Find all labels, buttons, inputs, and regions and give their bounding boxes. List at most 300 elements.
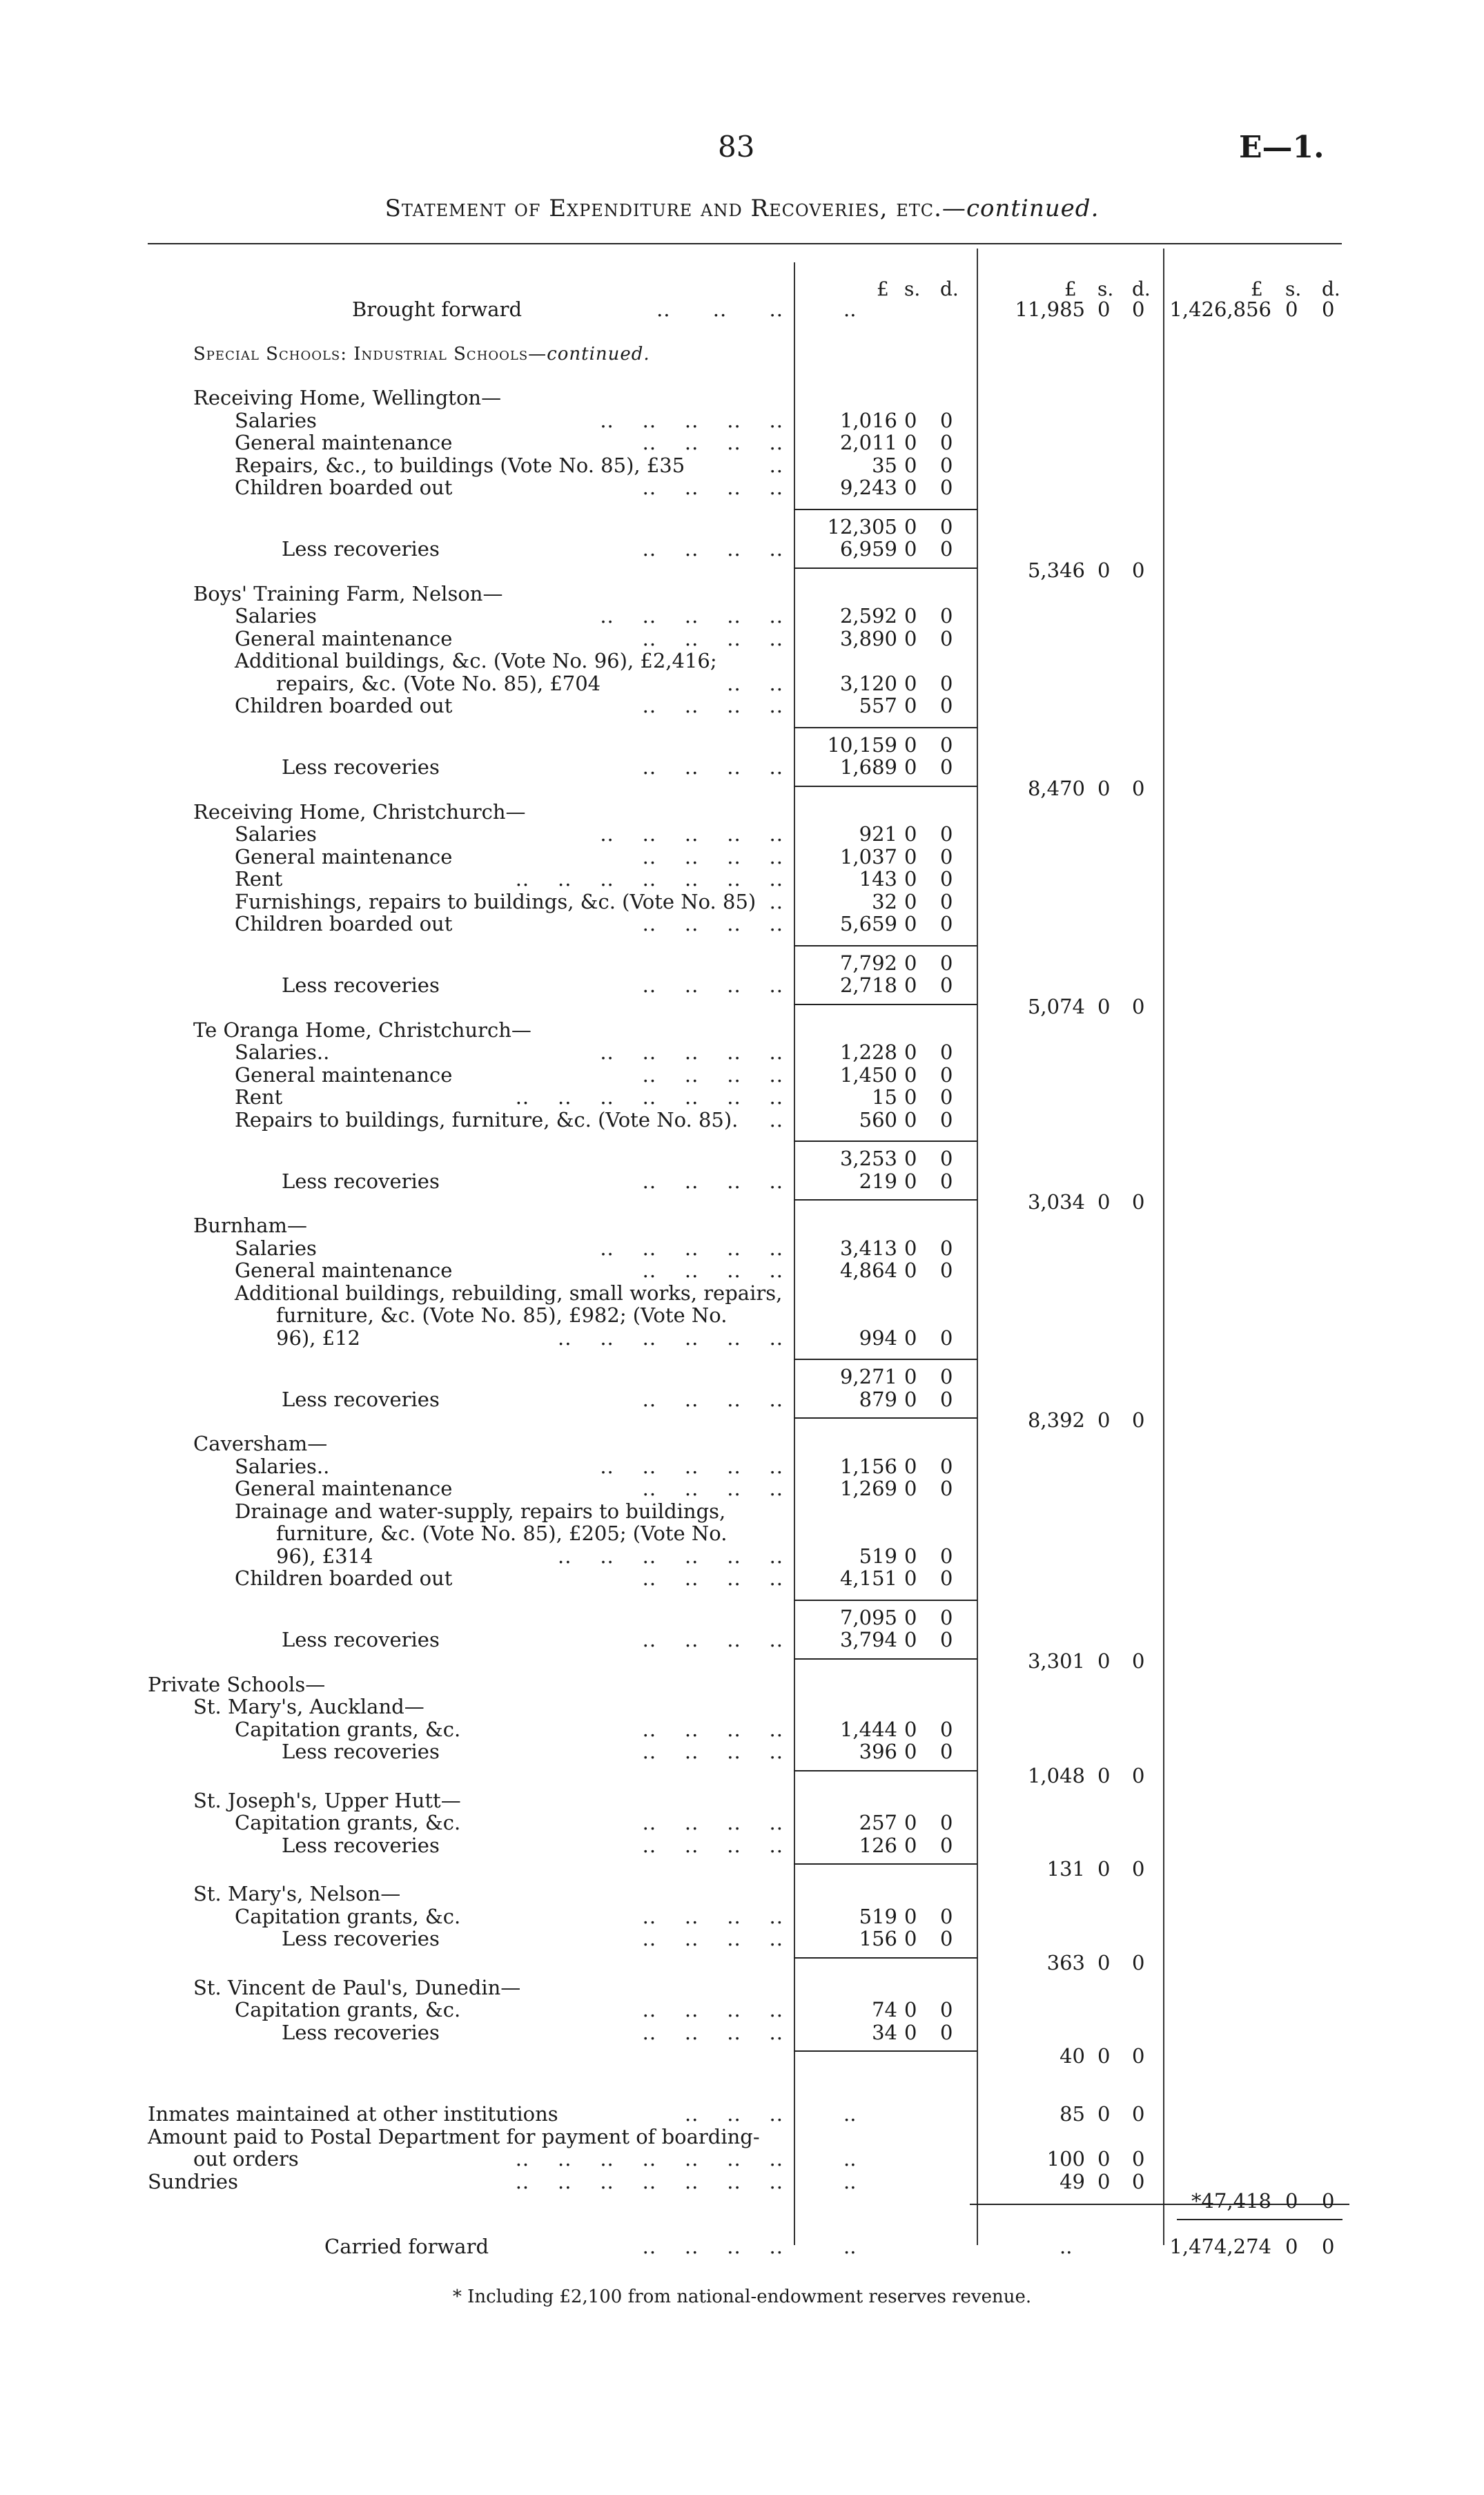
less-recoveries-amount-pence: 0 (940, 1628, 953, 1651)
group-total-pounds (0, 1366, 897, 1388)
group-total-pounds (0, 734, 897, 756)
line-amount-shillings: 0 (904, 408, 917, 432)
line-amount-pounds (0, 1064, 897, 1086)
pounds-value: 2,592 (839, 604, 897, 628)
group-net-pence: 0 (1132, 776, 1145, 800)
group-total-pounds (0, 952, 897, 974)
capitation-amount-pounds (0, 1999, 897, 2021)
group-heading-text: Boys' Training Farm, Nelson— (193, 581, 503, 605)
line-amount-pounds (0, 1109, 897, 1131)
line-label-text: Repairs, &c., to buildings (Vote No. 85), £35 (235, 453, 685, 477)
brought-forward-col1: .. (843, 298, 857, 321)
leader-dots: .. .. .. .. .. .. (558, 1544, 783, 1568)
leader-dots: .. .. .. .. .. .. (558, 1326, 783, 1350)
less-recoveries-amount-shillings: 0 (904, 973, 917, 997)
line-amount-pence: 0 (940, 889, 953, 913)
line-amount-pence: 0 (940, 671, 953, 695)
leader-dots: .. .. .. .. (642, 1740, 783, 1763)
group-heading-text: Te Oranga Home, Christchurch— (193, 1018, 531, 1042)
less-recoveries-amount-pounds (0, 1629, 897, 1651)
line-amount-shillings: 0 (904, 822, 917, 846)
pounds-value: 4,151 (839, 1566, 897, 1590)
other-item-label-text: Inmates maintained at other institutions (148, 2102, 558, 2126)
line-label-continued-text: 96), £314 (276, 1544, 373, 1568)
pounds-value: 5,659 (839, 912, 897, 935)
line-amount-pence: 0 (940, 1085, 953, 1109)
group-net-pence: 0 (1132, 1408, 1145, 1432)
pounds-value: 3,034 (1027, 1190, 1085, 1214)
pounds-value: 9,271 (839, 1365, 897, 1388)
pounds-value: 1,450 (839, 1062, 897, 1087)
group-total-pence: 0 (940, 514, 953, 538)
less-recoveries-label-text: Less recoveries (282, 1169, 440, 1193)
other-item-amount-shillings: 0 (1097, 2169, 1111, 2193)
less-recoveries-amount-pounds (0, 538, 897, 560)
line-amount-pounds (0, 868, 897, 890)
line-amount-pounds (0, 1545, 897, 1567)
line-amount-pence: 0 (940, 822, 953, 846)
capitation-amount-pounds (0, 1905, 897, 1928)
group-net-pence: 0 (1132, 1190, 1145, 1214)
line-label-text: Salaries (235, 1236, 317, 1260)
other-item-amount-pounds (0, 2103, 1085, 2125)
line-label-text: General maintenance (235, 844, 453, 868)
group-total-shillings: 0 (904, 951, 917, 975)
pounds-value: 7,792 (839, 951, 897, 975)
group-total-pence: 0 (940, 951, 953, 975)
pounds-value: 12,305 (827, 514, 897, 538)
line-amount-pence: 0 (940, 476, 953, 499)
line-amount-shillings: 0 (904, 1544, 917, 1568)
leader-dots: .. (769, 1107, 783, 1132)
leader-dots: .. (769, 889, 783, 913)
group-net-pence: 0 (1132, 1649, 1145, 1673)
other-item-amount-shillings: 0 (1097, 2147, 1111, 2171)
pounds-value: 15 (872, 1085, 897, 1109)
group-total-pence: 0 (940, 732, 953, 757)
line-label-text: Additional buildings, &c. (Vote No. 96), £2,416; (235, 649, 717, 672)
line-label-text: Salaries (235, 822, 317, 846)
line-label-text: Children boarded out (235, 912, 453, 935)
pounds-value: 1,689 (839, 755, 897, 779)
pounds-value: 2,011 (839, 431, 897, 454)
pounds-value: 74 (872, 1998, 897, 2021)
line-label-text: Salaries (235, 408, 317, 432)
private-school-net-shillings: 0 (1097, 1763, 1111, 1787)
line-amount-pence: 0 (940, 1454, 953, 1478)
title-continued: continued. (966, 195, 1100, 222)
line-label-text: General maintenance (235, 1477, 453, 1500)
leader-dots: .. .. .. .. (642, 1628, 783, 1651)
brought-forward-col3-shillings: 0 (1285, 298, 1298, 321)
group-total-pounds (0, 1147, 897, 1169)
line-amount-pounds (0, 605, 897, 627)
pounds-value: *47,418 (1191, 2189, 1271, 2213)
line-amount-pounds (0, 1086, 897, 1108)
group-total-pence: 0 (940, 1605, 953, 1629)
less-recoveries-label-text: Less recoveries (282, 1833, 440, 1857)
leader-dots: .. .. .. .. (642, 476, 783, 499)
leader-dots: .. .. .. .. .. (600, 604, 783, 628)
capitation-amount-pence: 0 (940, 1998, 953, 2021)
pounds-value: 519 (859, 1904, 897, 1928)
line-amount-pounds (0, 1259, 897, 1281)
pounds-value: 32 (872, 889, 897, 913)
capitation-label-text: Capitation grants, &c. (235, 1811, 461, 1834)
pounds-value: 557 (859, 694, 897, 717)
leader-dots: .. .. .. .. (642, 1566, 783, 1590)
line-label-text: Salaries (235, 604, 317, 628)
leader-dots: .. .. .. .. .. .. .. (515, 1085, 783, 1109)
carried-forward-label-text: Carried forward (324, 2235, 489, 2258)
line-label-text: Rent (235, 1085, 283, 1109)
line-amount-shillings: 0 (904, 671, 917, 695)
group-total-pounds (0, 516, 897, 538)
line-amount-pence: 0 (940, 867, 953, 891)
pounds-value: 156 (859, 1927, 897, 1950)
brought-forward-col3-pounds (0, 298, 1271, 320)
private-school-net-pence: 0 (1132, 1950, 1145, 1974)
less-recoveries-amount-pounds (0, 1388, 897, 1410)
line-amount-shillings: 0 (904, 1040, 917, 1064)
group-net-pounds (0, 1409, 1085, 1431)
less-recoveries-amount-pounds (0, 1740, 897, 1763)
pounds-value: 5,346 (1027, 558, 1085, 582)
group-net-pounds (0, 559, 1085, 581)
pounds-value: 3,301 (1027, 1649, 1085, 1673)
group-total-shillings: 0 (904, 1605, 917, 1629)
leader-dots: .. .. .. .. (642, 626, 783, 650)
line-amount-pounds (0, 1567, 897, 1589)
pounds-value: 6,959 (839, 537, 897, 561)
group-total-shillings: 0 (904, 1147, 917, 1170)
capitation-amount-pence: 0 (940, 1717, 953, 1741)
line-amount-pounds (0, 695, 897, 717)
pounds-value: 131 (1046, 1857, 1085, 1881)
less-recoveries-label-text: Less recoveries (282, 2020, 440, 2044)
subtotal-rule (794, 727, 977, 728)
line-amount-shillings: 0 (904, 694, 917, 717)
group-total-pence: 0 (940, 1365, 953, 1388)
header-shillings: s. (904, 278, 921, 300)
header-pounds: £ (1251, 278, 1263, 300)
carried-forward-total-pounds (0, 2235, 1271, 2258)
pounds-value: 257 (859, 1811, 897, 1834)
line-amount-shillings: 0 (904, 604, 917, 628)
less-recoveries-amount-shillings: 0 (904, 1927, 917, 1950)
line-amount-pence: 0 (940, 844, 953, 868)
pounds-value: 2,718 (839, 973, 897, 997)
line-amount-shillings: 0 (904, 844, 917, 868)
less-recoveries-amount-pounds (0, 974, 897, 996)
pounds-value: 3,890 (839, 626, 897, 650)
pounds-value: 3,120 (839, 671, 897, 695)
line-amount-shillings: 0 (904, 867, 917, 891)
expenditure-subtotal-pounds (0, 2190, 1271, 2212)
capitation-amount-pounds (0, 1812, 897, 1834)
header-shillings: s. (1097, 278, 1114, 300)
line-label-text: General maintenance (235, 1259, 453, 1282)
group-total-pence: 0 (940, 1147, 953, 1170)
other-item-amount-pounds (0, 2148, 1085, 2170)
pounds-value: 10,159 (827, 732, 897, 757)
line-label-text: General maintenance (235, 626, 453, 650)
line-amount-shillings: 0 (904, 1236, 917, 1260)
pounds-value: 1,228 (839, 1040, 897, 1064)
footnote: * Including £2,100 from national-endowment reserves revenue. (452, 2287, 1032, 2307)
less-recoveries-amount-pence: 0 (940, 1740, 953, 1763)
carried-forward-total-pence: 0 (1322, 2235, 1335, 2258)
private-school-net-shillings: 0 (1097, 2044, 1111, 2068)
line-label-text: Children boarded out (235, 1566, 453, 1590)
header-pence: d. (940, 278, 959, 300)
line-amount-pence: 0 (940, 1477, 953, 1500)
private-school-net-pounds (0, 1952, 1085, 1974)
pounds-value: 100 (1046, 2147, 1085, 2171)
private-school-net-shillings: 0 (1097, 1950, 1111, 1974)
pounds-value: 1,426,856 (1169, 298, 1271, 321)
line-amount-shillings: 0 (904, 1326, 917, 1350)
leader-dots: .. .. .. .. (642, 912, 783, 935)
line-label-continued-text: furniture, &c. (Vote No. 85), £982; (Vote No. (276, 1303, 728, 1327)
line-label-text: Repairs to buildings, furniture, &c. (Vote No. 85). (235, 1107, 739, 1132)
leader-dots: .. .. .. .. (642, 1169, 783, 1193)
pounds-value: 1,016 (839, 408, 897, 432)
group-heading-text: Receiving Home, Christchurch— (193, 799, 526, 824)
line-amount-pence: 0 (940, 912, 953, 935)
line-amount-pence: 0 (940, 1040, 953, 1064)
pounds-value: 11,985 (1015, 298, 1085, 321)
leader-dots: .. .. .. .. (642, 1387, 783, 1411)
leader-dots: .. .. .. .. (642, 1998, 783, 2021)
capitation-label-text: Capitation grants, &c. (235, 1998, 461, 2021)
pounds-value: 3,253 (839, 1147, 897, 1170)
pounds-value: 8,470 (1027, 776, 1085, 800)
private-school-name-text: St. Vincent de Paul's, Dunedin— (193, 1975, 521, 1999)
less-recoveries-amount-shillings: 0 (904, 1740, 917, 1763)
line-amount-pence: 0 (940, 1544, 953, 1568)
pounds-value: 1,156 (839, 1454, 897, 1478)
leader-dots: .. .. .. .. (642, 537, 783, 561)
leader-dots: .. .. .. .. (642, 1904, 783, 1928)
pounds-value: 1,269 (839, 1477, 897, 1500)
less-recoveries-amount-shillings: 0 (904, 1628, 917, 1651)
leader-dots: .. .. .. .. .. .. .. (515, 867, 783, 891)
header-rule (148, 243, 1342, 244)
column-rule-3 (1163, 249, 1164, 2245)
header-pounds: £ (877, 278, 889, 300)
pounds-value: 879 (859, 1387, 897, 1411)
document-reference: E—1. (1239, 130, 1325, 165)
subtotal-rule (794, 509, 977, 510)
leader-dots: .. .. .. .. .. .. .. (515, 2169, 783, 2193)
less-recoveries-label-text: Less recoveries (282, 1387, 440, 1411)
line-amount-pence: 0 (940, 408, 953, 432)
leader-dots: .. .. .. .. (642, 1717, 783, 1741)
other-item-amount-pence: 0 (1132, 2169, 1145, 2193)
leader-dots: .. .. (727, 671, 783, 695)
capitation-amount-shillings: 0 (904, 1811, 917, 1834)
leader-dots: .. .. .. .. (642, 1833, 783, 1857)
capitation-label-text: Capitation grants, &c. (235, 1717, 461, 1741)
less-recoveries-label-text: Less recoveries (282, 1628, 440, 1651)
title-main: Statement of Expenditure and Recoveries, etc.— (384, 195, 966, 222)
private-school-net-shillings: 0 (1097, 1857, 1111, 1881)
carried-forward-col2: .. (1060, 2235, 1073, 2258)
other-item-label-continued-text: out orders (193, 2147, 299, 2171)
column-rule-2 (977, 249, 978, 2245)
line-amount-shillings: 0 (904, 1454, 917, 1478)
private-school-net-pounds (0, 1858, 1085, 1880)
line-amount-pence: 0 (940, 453, 953, 477)
group-net-pounds (0, 1650, 1085, 1672)
line-amount-pence: 0 (940, 431, 953, 454)
line-label-continued-text: repairs, &c. (Vote No. 85), £704 (276, 671, 601, 695)
line-amount-shillings: 0 (904, 476, 917, 499)
leader-dots: .. .. .. .. (642, 1062, 783, 1087)
pounds-value: 5,074 (1027, 994, 1085, 1018)
private-school-name-text: St. Mary's, Nelson— (193, 1882, 401, 1905)
less-recoveries-amount-pence: 0 (940, 1927, 953, 1950)
line-amount-shillings: 0 (904, 1107, 917, 1132)
carried-forward-total-shillings: 0 (1285, 2235, 1298, 2258)
private-school-name-text: St. Joseph's, Upper Hutt— (193, 1788, 461, 1812)
pounds-value: 519 (859, 1544, 897, 1568)
group-net-pounds (0, 996, 1085, 1018)
line-amount-shillings: 0 (904, 1085, 917, 1109)
private-schools-heading-text: Private Schools— (148, 1672, 326, 1696)
line-amount-pence: 0 (940, 1259, 953, 1282)
line-amount-pounds (0, 891, 897, 913)
leader-dots: .. .. .. .. (642, 1477, 783, 1500)
leader-dots: .. .. .. .. .. (600, 1454, 783, 1478)
less-recoveries-amount-pence: 0 (940, 973, 953, 997)
less-recoveries-amount-pence: 0 (940, 755, 953, 779)
group-net-shillings: 0 (1097, 1190, 1111, 1214)
leader-dots: .. .. .. .. (642, 1927, 783, 1950)
leader-dots: .. .. .. .. (642, 2020, 783, 2044)
line-amount-pence: 0 (940, 1236, 953, 1260)
less-recoveries-amount-shillings: 0 (904, 1169, 917, 1193)
other-item-label-text: Amount paid to Postal Department for payment of boarding- (148, 2124, 760, 2148)
less-recoveries-amount-shillings: 0 (904, 1387, 917, 1411)
less-recoveries-label-text: Less recoveries (282, 973, 440, 997)
line-amount-pounds (0, 823, 897, 845)
line-amount-pounds (0, 1327, 897, 1349)
group-net-shillings: 0 (1097, 1649, 1111, 1673)
line-amount-shillings: 0 (904, 1477, 917, 1500)
pounds-value: 4,864 (839, 1259, 897, 1282)
other-item-col1: .. (843, 2102, 857, 2126)
less-recoveries-amount-pounds (0, 756, 897, 778)
pounds-value: 3,413 (839, 1236, 897, 1260)
line-amount-pounds (0, 431, 897, 454)
line-label-text: General maintenance (235, 1062, 453, 1087)
capitation-amount-pence: 0 (940, 1904, 953, 1928)
less-recoveries-label-text: Less recoveries (282, 537, 440, 561)
pounds-value: 1,048 (1027, 1763, 1085, 1787)
other-item-amount-pence: 0 (1132, 2102, 1145, 2126)
line-amount-pence: 0 (940, 1326, 953, 1350)
capitation-amount-shillings: 0 (904, 1904, 917, 1928)
capitation-amount-shillings: 0 (904, 1717, 917, 1741)
header-pence: d. (1132, 278, 1151, 300)
other-item-amount-pence: 0 (1132, 2147, 1145, 2171)
line-label-text: Drainage and water-supply, repairs to buildings, (235, 1499, 726, 1523)
pounds-value: 34 (872, 2020, 897, 2044)
less-recoveries-amount-shillings: 0 (904, 755, 917, 779)
other-item-label-text: Sundries (148, 2169, 238, 2193)
less-recoveries-amount-shillings: 0 (904, 537, 917, 561)
pounds-value: 1,037 (839, 844, 897, 868)
leader-dots: .. (769, 453, 783, 477)
other-item-col1: .. (843, 2169, 857, 2193)
line-label-continued-text: furniture, &c. (Vote No. 85), £205; (Vote No. (276, 1522, 728, 1545)
private-school-net-pounds (0, 1765, 1085, 1787)
line-amount-shillings: 0 (904, 912, 917, 935)
line-label-text: Rent (235, 867, 283, 891)
line-amount-pounds (0, 846, 897, 868)
line-amount-shillings: 0 (904, 1566, 917, 1590)
pounds-value: 126 (859, 1833, 897, 1857)
less-recoveries-amount-pence: 0 (940, 537, 953, 561)
pounds-value: 1,474,274 (1169, 2235, 1271, 2258)
pounds-value: 35 (872, 453, 897, 477)
leader-dots: .. .. .. .. .. (600, 1040, 783, 1064)
pounds-value: 7,095 (839, 1605, 897, 1629)
leader-dots: .. .. .. .. (642, 1811, 783, 1834)
line-label-text: Children boarded out (235, 694, 453, 717)
line-amount-shillings: 0 (904, 1062, 917, 1087)
group-total-shillings: 0 (904, 1365, 917, 1388)
private-school-name-text: St. Mary's, Auckland— (193, 1695, 424, 1718)
section-heading-continued: continued. (547, 344, 650, 365)
section-heading-main: Special Schools: Industrial Schools— (193, 344, 547, 365)
group-net-shillings: 0 (1097, 776, 1111, 800)
brought-forward-label-text: Brought forward (352, 298, 523, 321)
line-label-text: Salaries.. (235, 1040, 330, 1064)
capitation-amount-pounds (0, 1718, 897, 1740)
pounds-value: 994 (859, 1326, 897, 1350)
pounds-value: 219 (859, 1169, 897, 1193)
leader-dots: .. .. .. .. (642, 1259, 783, 1282)
subtotal-rule (794, 1359, 977, 1360)
pounds-value: 1,444 (839, 1717, 897, 1741)
pounds-value: 396 (859, 1740, 897, 1763)
line-amount-shillings: 0 (904, 626, 917, 650)
line-amount-pounds (0, 672, 897, 695)
less-recoveries-amount-pounds (0, 2021, 897, 2043)
leader-dots: .. .. .. .. .. (600, 1236, 783, 1260)
private-school-net-pence: 0 (1132, 2044, 1145, 2068)
line-amount-shillings: 0 (904, 431, 917, 454)
leader-dots: .. .. .. (684, 2102, 783, 2126)
expenditure-subtotal-shillings: 0 (1285, 2189, 1298, 2213)
less-recoveries-label-text: Less recoveries (282, 1927, 440, 1950)
leader-dots: .. .. .. .. .. (600, 408, 783, 432)
line-amount-shillings: 0 (904, 453, 917, 477)
line-amount-pence: 0 (940, 1107, 953, 1132)
private-school-net-pounds (0, 2045, 1085, 2067)
expenditure-subtotal-pence: 0 (1322, 2189, 1335, 2213)
capitation-amount-shillings: 0 (904, 1998, 917, 2021)
capitation-label-text: Capitation grants, &c. (235, 1904, 461, 1928)
line-amount-pounds (0, 628, 897, 650)
less-recoveries-amount-shillings: 0 (904, 1833, 917, 1857)
pounds-value: 363 (1046, 1950, 1085, 1974)
less-recoveries-amount-pence: 0 (940, 1833, 953, 1857)
group-heading-text: Receiving Home, Wellington— (193, 386, 502, 409)
